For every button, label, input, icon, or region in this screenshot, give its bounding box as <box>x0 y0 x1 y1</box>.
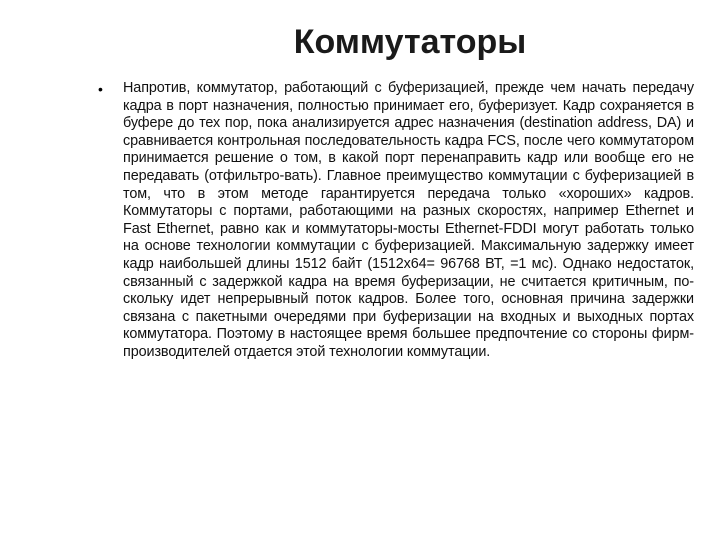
bullet-marker: • <box>98 81 103 97</box>
slide-body-text: Напротив, коммутатор, работающий с буферизацией, прежде чем начать передачу кадра в порт назначения, полностью принимает его, буферизует. Кадр сохраняется в буфере до тех пор, пока анализируется адрес назначения (destination address, DA) и сравнивается контрольная последовательность кадра FCS, после чего коммутатором принимается решение о том, в какой порт перенаправить кадр или вообще его не передавать (отфильтро-вать). Главное преимущество коммутации с буферизацией в том, что в этом методе гарантируется передача только «хороших» кадров. Коммутаторы с портами, работающими на разных скоростях, например Ethernet и Fast Ethernet, равно как и коммутаторы-мосты Ethernet-FDDI могут работать только на основе технологии коммутации с буферизацией. Максимальную задержку имеет кадр наибольшей длины 1512 байт (1512х64= 96768 ВТ, =1 мс). Однако недостаток, связанный с задержкой кадра на время буферизации, не считается критичным, по-скольку идет непрерывный поток кадров. Более того, основная причина задержки связана с пакетными очередями при буферизации на входных и выходных портах коммутатора. Поэтому в настоящее время большее предпочтение со стороны фирм-производителей отдается этой технологии коммутации. <box>123 80 694 360</box>
slide-title: Коммутаторы <box>293 23 527 61</box>
